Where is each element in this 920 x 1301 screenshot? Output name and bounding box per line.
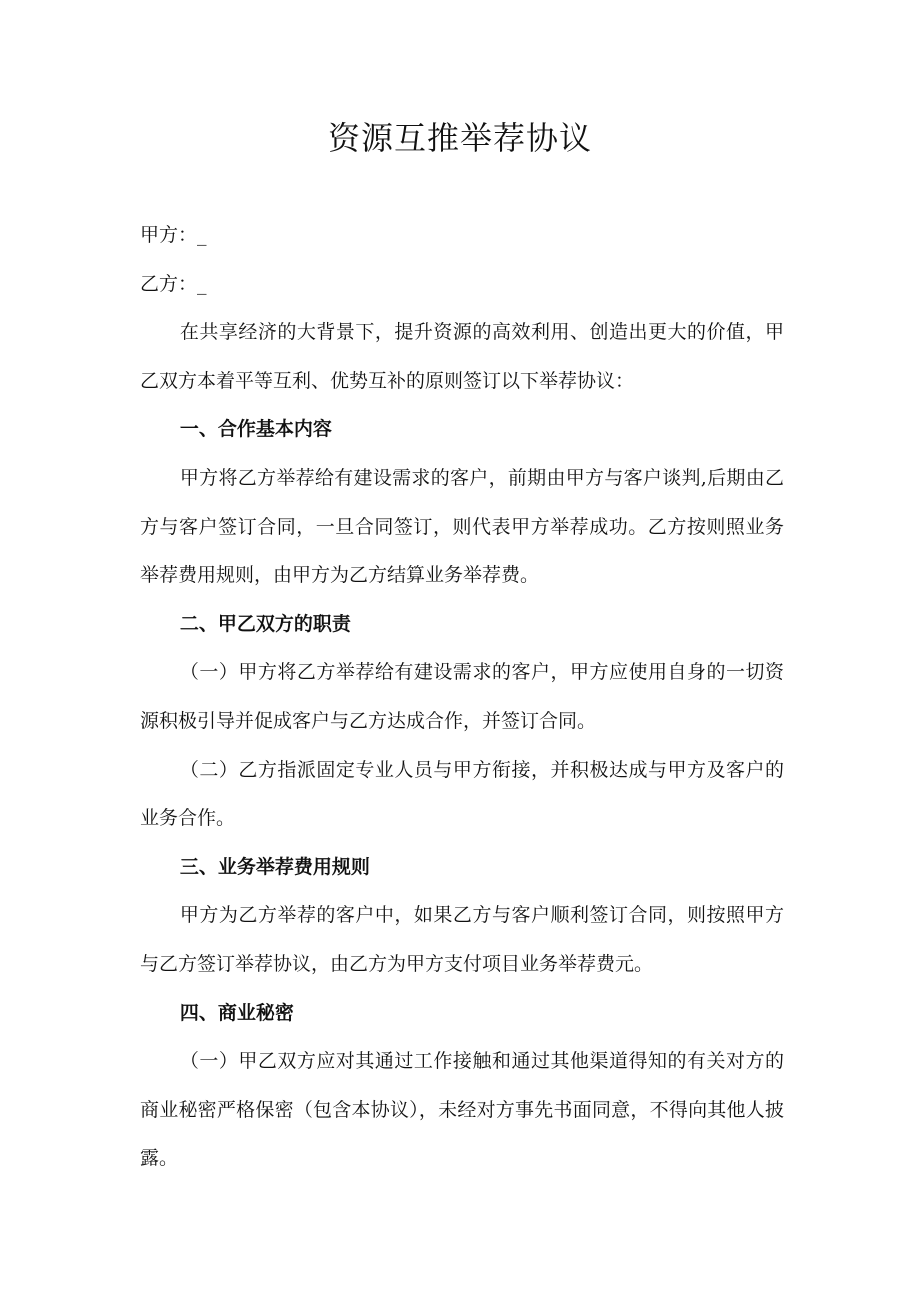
section-3-paragraph-1: 甲方为乙方举荐的客户中，如果乙方与客户顺利签订合同，则按照甲方与乙方签订举荐协议，由乙方为甲方支付项目业务举荐费元。 — [140, 904, 784, 975]
section-4-paragraph-1: （一）甲乙双方应对其通过工作接触和通过其他渠道得知的有关对方的商业秘密严格保密（包含本协议），未经对方事先书面同意，不得向其他人披露。 — [140, 1050, 784, 1170]
section-2-paragraph-2: （二）乙方指派固定专业人员与甲方衔接，并积极达成与甲方及客户的业务合作。 — [140, 758, 784, 830]
party-a-line: 甲方：_ — [140, 224, 207, 246]
section-3-heading: 三、业务举荐费用规则 — [179, 855, 370, 878]
section-1-paragraph-1: 甲方将乙方举荐给有建设需求的客户，前期由甲方与客户谈判,后期由乙方与客户签订合同，一旦合同签订，则代表甲方举荐成功。乙方按则照业务举荐费用规则，由甲方为乙方结算业务举荐费。 — [140, 466, 784, 587]
preamble-paragraph: 在共享经济的大背景下，提升资源的高效利用、创造出更大的价值，甲乙双方本着平等互利、优势互补的原则签订以下举荐协议： — [140, 321, 784, 392]
party-b-line: 乙方：_ — [140, 272, 207, 295]
section-2-paragraph-1: （一）甲方将乙方举荐给有建设需求的客户，甲方应使用自身的一切资源积极引导并促成客户与乙方达成合作，并签订合同。 — [140, 661, 784, 732]
document-body — [140, 211, 784, 1183]
section-1-heading: 一、合作基本内容 — [179, 418, 332, 441]
section-4-heading: 四、商业秘密 — [179, 1001, 294, 1024]
document-title: 资源互推举荐协议 — [327, 119, 592, 157]
section-2-heading: 二、甲乙双方的职责 — [179, 612, 351, 635]
